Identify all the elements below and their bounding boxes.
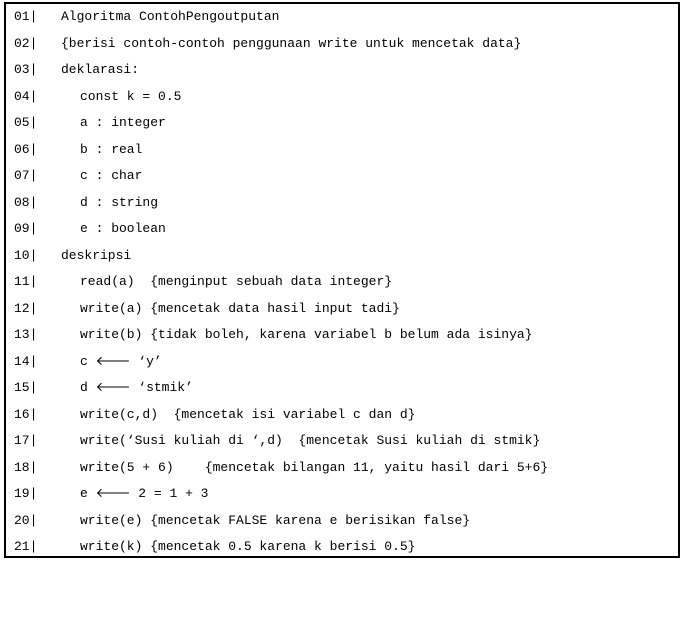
line-text: write(k) {mencetak 0.5 karena k berisi 0.5} (80, 539, 416, 554)
line-text: Algoritma ContohPengoutputan (61, 9, 280, 24)
line-number: 21| (14, 539, 38, 554)
line-number: 04| (14, 88, 38, 104)
code-line (6, 190, 159, 216)
line-text: d 🡐 ‘stmik’ (80, 380, 193, 395)
code-line (6, 481, 209, 507)
line-number: 12| (14, 300, 38, 316)
code-line (6, 84, 182, 110)
line-text: write(c,d) {mencetak isi variabel c dan d} (80, 406, 416, 422)
line-number: 14| (14, 353, 38, 369)
code-line (6, 31, 522, 57)
code-line (6, 375, 193, 401)
line-text: write(‘Susi kuliah di ‘,d) {mencetak Susi kuliah di stmik} (80, 433, 541, 448)
line-text: c 🡐 ‘y’ (80, 353, 162, 369)
line-number: 20| (14, 512, 38, 528)
line-text: write(e) {mencetak FALSE karena e berisikan false} (80, 512, 471, 528)
line-text: {berisi contoh-contoh penggunaan write untuk mencetak data} (61, 35, 522, 51)
code-line (6, 269, 393, 295)
code-line (6, 349, 162, 375)
line-text: deklarasi: (61, 62, 140, 77)
code-listing (4, 2, 680, 558)
line-number: 02| (14, 35, 38, 51)
line-number: 01| (14, 9, 38, 24)
code-line (6, 243, 132, 269)
code-line (6, 534, 416, 560)
line-number: 11| (14, 274, 38, 289)
code-line (6, 216, 166, 242)
line-number: 07| (14, 168, 38, 183)
code-line (6, 137, 143, 163)
line-text: a : integer (80, 115, 166, 130)
code-line (6, 428, 541, 454)
line-number: 05| (14, 115, 38, 130)
code-line (6, 296, 400, 322)
line-text: e 🡐 2 = 1 + 3 (80, 486, 209, 501)
line-text: b : real (80, 141, 143, 157)
line-number: 10| (14, 247, 38, 263)
code-line (6, 322, 533, 348)
line-text: write(b) {tidak boleh, karena variabel b belum ada isinya} (80, 327, 533, 342)
code-line (6, 4, 280, 30)
line-number: 18| (14, 459, 38, 475)
line-number: 17| (14, 433, 38, 448)
line-number: 06| (14, 141, 38, 157)
code-line (6, 402, 416, 428)
line-number: 03| (14, 62, 38, 77)
line-text: deskripsi (61, 247, 132, 263)
line-number: 08| (14, 194, 38, 210)
line-text: read(a) {menginput sebuah data integer} (80, 274, 393, 289)
line-number: 16| (14, 406, 38, 422)
code-line (6, 57, 140, 83)
line-text: d : string (80, 194, 159, 210)
line-number: 19| (14, 486, 38, 501)
line-number: 15| (14, 380, 38, 395)
line-number: 13| (14, 327, 38, 342)
code-line (6, 110, 166, 136)
line-number: 09| (14, 221, 38, 236)
line-text: e : boolean (80, 221, 166, 236)
line-text: const k = 0.5 (80, 88, 182, 104)
code-line (6, 508, 471, 534)
line-text: c : char (80, 168, 143, 183)
code-line (6, 455, 549, 481)
code-line (6, 163, 143, 189)
line-text: write(a) {mencetak data hasil input tadi} (80, 300, 400, 316)
line-text: write(5 + 6) {mencetak bilangan 11, yaitu hasil dari 5+6} (80, 459, 549, 475)
